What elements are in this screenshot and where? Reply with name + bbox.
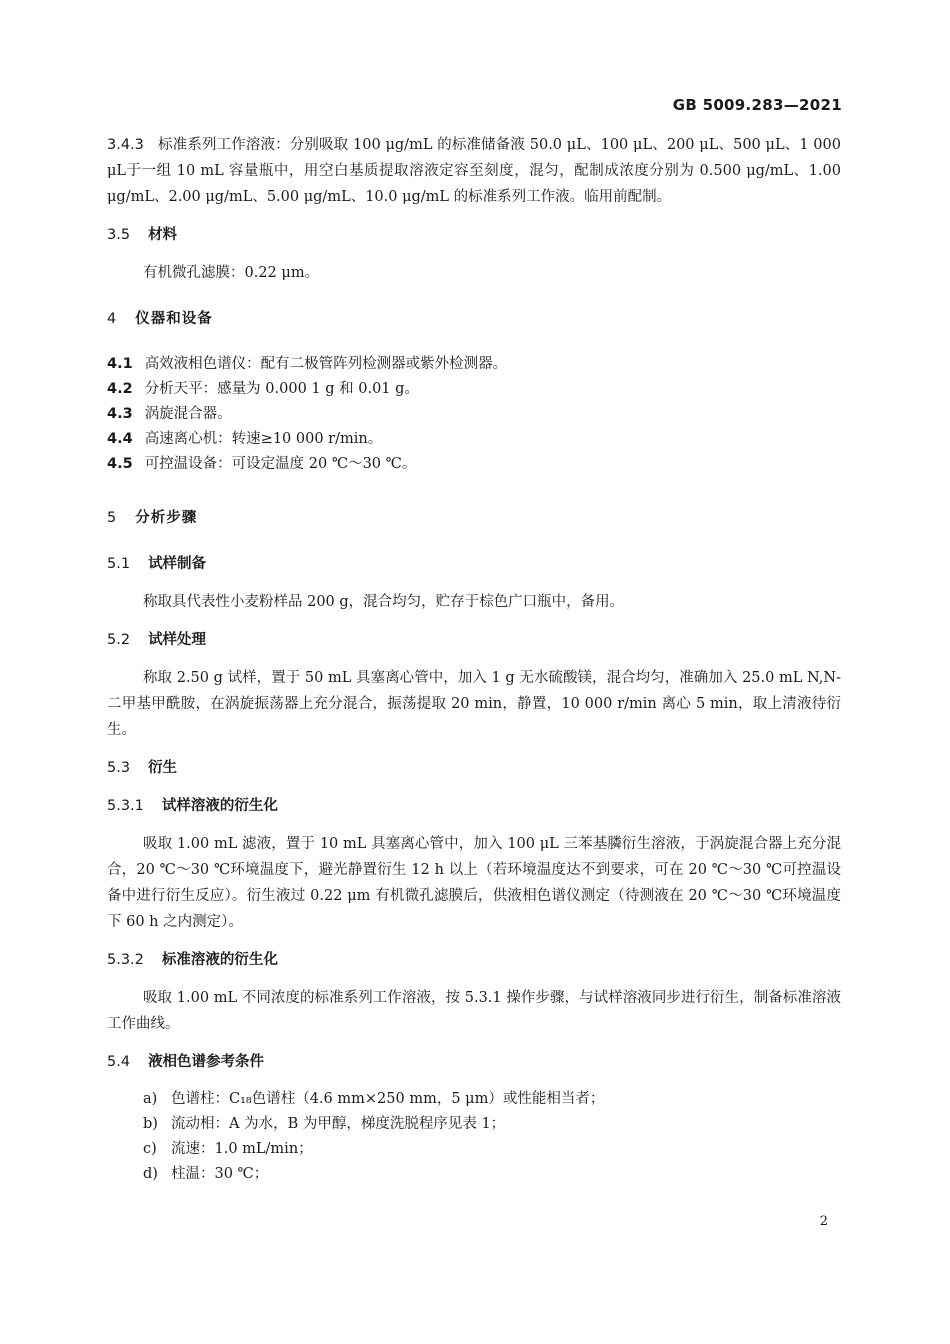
- item-text: 高速离心机：转速≥10 000 r/min。: [144, 431, 383, 447]
- list-marker: d): [143, 1166, 158, 1182]
- list-text: 流速：1.0 mL/min；: [171, 1141, 313, 1157]
- section-5-1-text: 称取具代表性小麦粉样品 200 g，混合均匀，贮存于棕色广口瓶中，备用。: [143, 594, 625, 610]
- heading-number: 3.5: [107, 227, 131, 243]
- section-text: 标准系列工作溶液：分别吸取 100 μg/mL 的标准储备液 50.0 μL、100 μL、200 μL、500 μL、1 000 μL于一组 10 mL 容量瓶中，用空白基质提取溶液定容至刻度，混匀，配制成浓度分别为 0.500 μg/mL、1.00 μg/mL、2.00 μg/mL、5.00 μg/mL、10.0 μg/mL 的标准系列工作液。临用前配制。: [107, 137, 841, 205]
- chapter-number: 5: [107, 510, 118, 526]
- heading-number: 5.1: [107, 556, 131, 572]
- heading-title: 试样溶液的衍生化: [161, 798, 278, 814]
- heading-title: 试样制备: [148, 556, 207, 572]
- chapter-title: 仪器和设备: [135, 311, 213, 327]
- list-marker: b): [143, 1116, 158, 1132]
- heading-number: 5.3.2: [107, 952, 144, 968]
- condition-c: [143, 1137, 841, 1162]
- heading-5-1: [107, 551, 841, 577]
- item-text: 可控温设备：可设定温度 20 ℃～30 ℃。: [144, 456, 417, 472]
- heading-5-3: [107, 755, 841, 781]
- item-4-3: [107, 402, 841, 427]
- item-text: 分析天平：感量为 0.000 1 g 和 0.01 g。: [144, 381, 419, 397]
- section-3-4-3: [107, 132, 841, 210]
- section-5-2-text: 称取 2.50 g 试样，置于 50 mL 具塞离心管中，加入 1 g 无水硫酸镁，混合均匀，准确加入 25.0 mL N,N-二甲基甲酰胺，在涡旋振荡器上充分混合，振荡提取 20 min，静置，10 000 r/min 离心 5 min，取上清液待衍生。: [107, 670, 841, 738]
- heading-title: 标准溶液的衍生化: [161, 952, 278, 968]
- item-4-4: [107, 427, 841, 452]
- item-number: 4.5: [107, 456, 133, 472]
- item-4-5: [107, 452, 841, 477]
- heading-number: 5.3.1: [107, 798, 144, 814]
- list-marker: c): [143, 1141, 157, 1157]
- heading-title: 液相色谱参考条件: [148, 1054, 265, 1070]
- list-marker: a): [143, 1091, 158, 1107]
- heading-title: 衍生: [148, 760, 178, 776]
- item-text: 涡旋混合器。: [144, 406, 232, 422]
- chapter-5-heading: [107, 505, 841, 531]
- section-3-5-text: 有机微孔滤膜：0.22 μm。: [143, 265, 320, 281]
- section-5-3-1-text: 吸取 1.00 mL 滤液，置于 10 mL 具塞离心管中，加入 100 μL 三苯基膦衍生溶液，于涡旋混合器上充分混合，20 ℃～30 ℃环境温度下，避光静置衍生 12 h 以上（若环境温度达不到要求，可在 20 ℃～30 ℃可控温设备中进行衍生反应）。衍生液过 0.22 μm 有机微孔滤膜后，供液相色谱仪测定（待测液在 20 ℃～30 ℃环境温度下 60 h 之内测定）。: [107, 836, 841, 930]
- standard-code: GB 5009.283—2021: [672, 96, 842, 114]
- heading-5-2: [107, 627, 841, 653]
- chapter-4-heading: [107, 306, 841, 332]
- item-number: 4.4: [107, 431, 133, 447]
- section-number: 3.4.3: [107, 137, 144, 153]
- condition-b: [143, 1112, 841, 1137]
- list-text: 色谱柱：C₁₈色谱柱（4.6 mm×250 mm，5 μm）或性能相当者；: [171, 1091, 605, 1107]
- item-number: 4.3: [107, 406, 133, 422]
- heading-5-3-1: [107, 793, 841, 819]
- item-number: 4.2: [107, 381, 133, 397]
- chapter-title: 分析步骤: [135, 510, 198, 526]
- heading-number: 5.3: [107, 760, 131, 776]
- item-4-1: [107, 352, 841, 377]
- page-number: 2: [819, 1214, 828, 1229]
- heading-title: 材料: [148, 227, 178, 243]
- item-4-2: [107, 377, 841, 402]
- section-5-3-2-text: 吸取 1.00 mL 不同浓度的标准系列工作溶液，按 5.3.1 操作步骤，与试样溶液同步进行衍生，制备标准溶液工作曲线。: [107, 990, 841, 1032]
- condition-d: [143, 1162, 841, 1187]
- document-body: [107, 132, 841, 1187]
- list-text: 柱温：30 ℃；: [171, 1166, 269, 1182]
- item-number: 4.1: [107, 356, 133, 372]
- heading-5-3-2: [107, 947, 841, 973]
- heading-5-4: [107, 1049, 841, 1075]
- heading-3-5: [107, 222, 841, 248]
- heading-number: 5.4: [107, 1054, 131, 1070]
- heading-number: 5.2: [107, 632, 131, 648]
- condition-a: [143, 1087, 841, 1112]
- list-text: 流动相：A 为水，B 为甲醇，梯度洗脱程序见表 1；: [171, 1116, 506, 1132]
- item-text: 高效液相色谱仪：配有二极管阵列检测器或紫外检测器。: [144, 356, 508, 372]
- heading-title: 试样处理: [148, 632, 207, 648]
- chapter-number: 4: [107, 311, 118, 327]
